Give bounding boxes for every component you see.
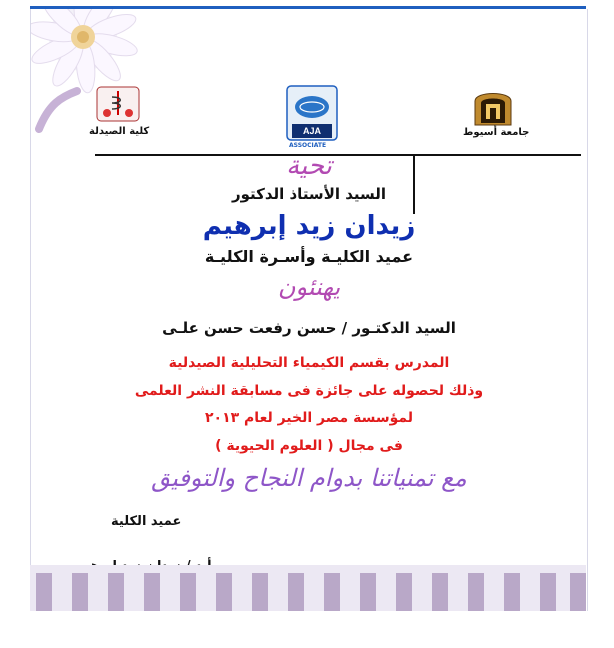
greeting-script: تحية — [286, 151, 332, 181]
assiut-university-logo — [471, 87, 515, 127]
bottom-decorative-band — [30, 565, 586, 611]
aja-logo-text: AJA — [302, 126, 322, 136]
recipient-line: السيد الدكتـور / حسن رفعت حسن علـى — [162, 319, 456, 337]
certificate-card — [30, 9, 588, 611]
department-line: المدرس بقسم الكيمياء التحليلية الصيدلية — [168, 355, 450, 371]
title-line: السيد الأستاذ الدكتور — [231, 185, 387, 203]
aja-globe-logo — [286, 85, 338, 141]
field-line: فى مجال ( العلوم الحيوية ) — [215, 438, 403, 454]
faculty-of-pharmacy-logo — [93, 85, 143, 123]
left-logo-label: كلية الصيدلة — [89, 126, 150, 137]
wishes-script: مع تمنياتنا بدوام النجاح والتوفيق — [151, 464, 467, 492]
right-logo-label: جامعة أسيوط — [463, 127, 530, 138]
congratulate-script: يهنئون — [277, 273, 341, 301]
dean-title: عميد الكليـة وأسـرة الكليـة — [204, 247, 414, 266]
dean-name: زيدان زيد إبرهيم — [202, 211, 416, 241]
dean-role: عميد الكلية — [111, 514, 182, 529]
foundation-line: لمؤسسة مصر الخير لعام ٢٠١٣ — [204, 410, 414, 426]
award-line: وذلك لحصوله على جائزة فى مسابقة النشر العلمى — [134, 383, 484, 399]
aja-logo-subtext: ASSOCIATE — [289, 142, 327, 149]
